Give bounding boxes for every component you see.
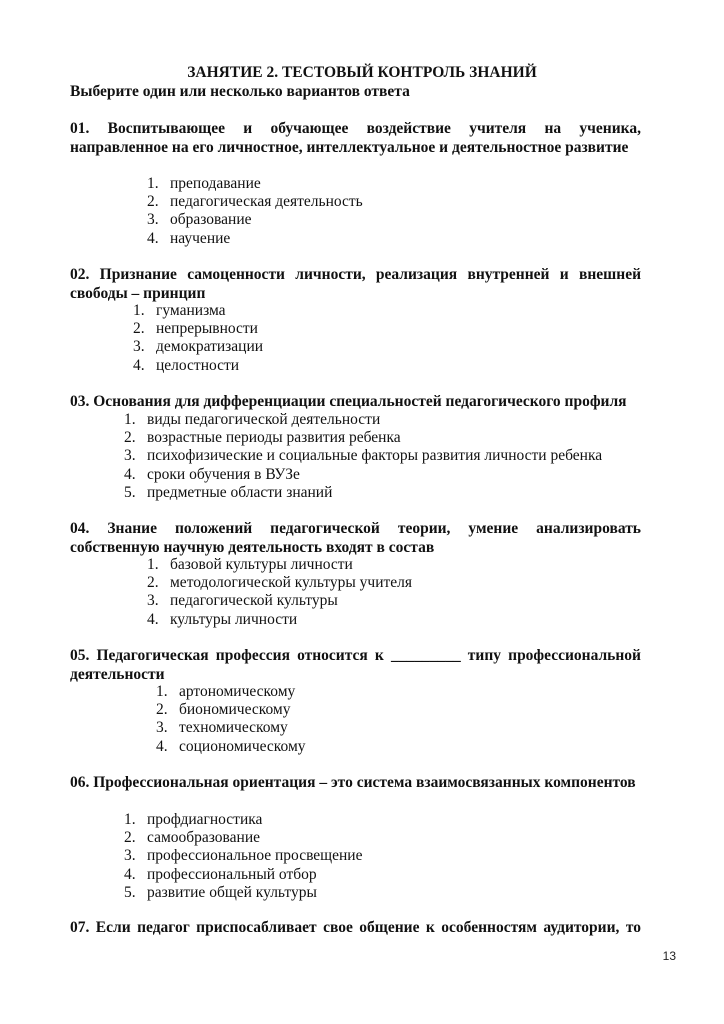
page-title: ЗАНЯТИЕ 2. ТЕСТОВЫЙ КОНТРОЛЬ ЗНАНИЙ bbox=[187, 64, 537, 81]
question-01: 01. Воспитывающее и обучающее воздействие учителя на ученика, направленное на его личностное, интеллектуальное и деятельностное развитие bbox=[70, 120, 641, 156]
question-06: 06. Профессиональная ориентация – это система взаимосвязанных компонентов bbox=[70, 774, 636, 791]
option: 4. культуры личности bbox=[147, 610, 298, 628]
page-number: 13 bbox=[662, 949, 676, 963]
option: 3. педагогической культуры bbox=[147, 592, 338, 610]
option: 2. непрерывности bbox=[133, 320, 258, 338]
question-05: 05. Педагогическая профессия относится к _________ типу профессиональной деятельности bbox=[70, 647, 641, 683]
instruction: Выберите один или несколько вариантов ответа bbox=[70, 83, 410, 100]
option: 1. артономическому bbox=[156, 683, 296, 700]
option: 4. профессиональный отбор bbox=[124, 865, 317, 883]
question-04: 04. Знание положений педагогической теории, умение анализировать собственную научную деятельность входят в состав bbox=[70, 520, 641, 556]
option: 4. целостности bbox=[133, 356, 240, 374]
question-02: 02. Признание самоценности личности, реализация внутренней и внешней свободы – принцип bbox=[70, 266, 641, 302]
option: 2. биономическому bbox=[156, 701, 291, 719]
option: 3. техномическому bbox=[156, 719, 288, 737]
option: 4. сроки обучения в ВУЗе bbox=[124, 465, 300, 483]
option: 3. психофизические и социальные факторы развития личности ребенка bbox=[124, 447, 603, 465]
question-04-options bbox=[147, 556, 412, 629]
option: 2. самообразование bbox=[124, 829, 261, 847]
option: 1. базовой культуры личности bbox=[147, 556, 353, 573]
question-02-options bbox=[133, 302, 263, 375]
option: 1. преподавание bbox=[147, 175, 261, 192]
option: 2. возрастные периоды развития ребенка bbox=[124, 429, 401, 447]
option: 2. педагогическая деятельность bbox=[147, 193, 363, 211]
option: 1. профдиагностика bbox=[124, 811, 263, 828]
option: 2. методологической культуры учителя bbox=[147, 574, 413, 592]
option: 5. развитие общей культуры bbox=[124, 883, 317, 901]
question-03-options bbox=[124, 411, 602, 502]
question-06-options bbox=[124, 811, 362, 902]
question-05-options bbox=[156, 683, 306, 756]
option: 5. предметные области знаний bbox=[124, 483, 333, 501]
option: 3. образование bbox=[147, 211, 252, 229]
option: 3. демократизации bbox=[133, 338, 264, 356]
option: 4. научение bbox=[147, 229, 231, 247]
question-03: 03. Основания для дифференциации специальностей педагогического профиля bbox=[70, 393, 627, 410]
question-01-options bbox=[147, 175, 363, 248]
option: 4. социономическому bbox=[156, 737, 306, 755]
question-07: 07. Если педагог приспосабливает свое общение к особенностям аудитории, то bbox=[70, 919, 641, 936]
option: 3. профессиональное просвещение bbox=[124, 847, 363, 865]
option: 1. гуманизма bbox=[133, 302, 226, 319]
option: 1. виды педагогической деятельности bbox=[124, 411, 381, 428]
